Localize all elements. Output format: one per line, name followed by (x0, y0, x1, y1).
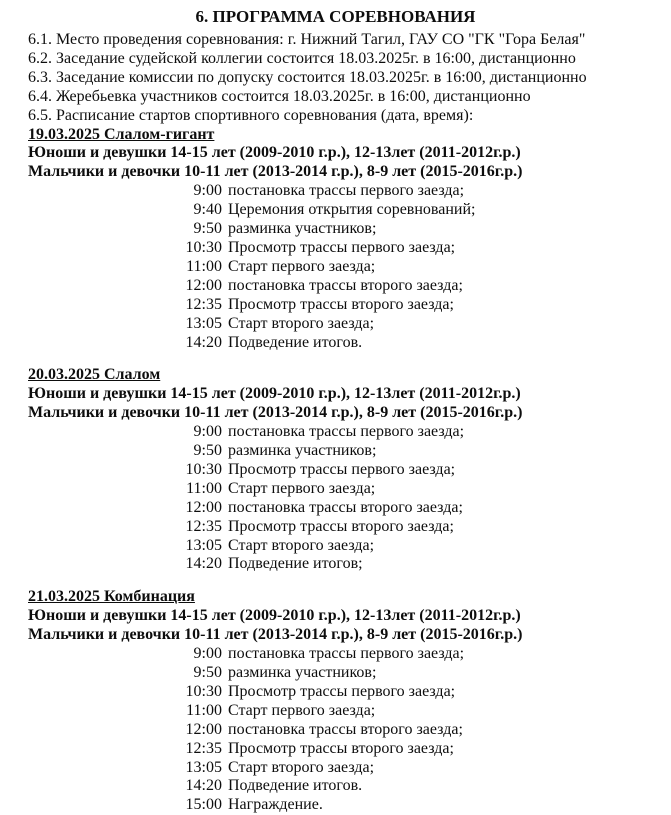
schedule-event: постановка трассы второго заезда; (228, 498, 463, 516)
schedule-event: Подведение итогов. (228, 777, 363, 795)
schedule-row (180, 220, 655, 239)
schedule-event: постановка трассы первого заезда; (228, 182, 465, 200)
section-heading: 20.03.2025 Слалом (28, 366, 161, 384)
schedule-time: 10:30 (185, 682, 222, 700)
schedule-row (180, 777, 655, 796)
schedule-time: 9:00 (193, 423, 222, 441)
schedule-time: 9:50 (193, 664, 222, 681)
schedule-time: 12:00 (185, 498, 222, 516)
schedule-event: Просмотр трассы первого заезда; (228, 682, 456, 700)
intro-line: 6.4. Жеребьевка участников состоится 18.03.2025г. в 16:00, дистанционно (28, 87, 531, 105)
schedule-row (180, 796, 655, 815)
schedule-event: Церемония открытия соревнований; (228, 201, 476, 219)
schedule-row (180, 182, 655, 201)
schedule-event: постановка трассы первого заезда; (228, 423, 465, 441)
schedule-row (180, 664, 655, 683)
schedule-event: Старт второго заезда; (228, 536, 375, 554)
competition-day-section (28, 588, 655, 815)
sections-container (28, 126, 655, 815)
age-groups (28, 144, 655, 182)
schedule-event: Старт первого заезда; (228, 257, 376, 275)
age-group-line: Юноши и девушки 14-15 лет (2009-2010 г.р.), 12-13лет (2011-2012г.р.) (28, 144, 521, 162)
section-heading: 21.03.2025 Комбинация (28, 588, 195, 606)
schedule-time: 14:20 (185, 555, 222, 573)
schedule-row (180, 277, 655, 296)
schedule-row (180, 683, 655, 702)
schedule-event: Подведение итогов. (228, 333, 363, 351)
schedule-time: 9:40 (193, 201, 222, 219)
age-groups (28, 385, 655, 423)
schedule-event: Старт первого заезда; (228, 479, 376, 497)
schedule-event: Просмотр трассы первого заезда; (228, 460, 456, 478)
schedule-event: Старт второго заезда; (228, 314, 375, 332)
schedule-time: 11:00 (186, 701, 222, 719)
schedule-row (180, 296, 655, 315)
age-group-line: Юноши и девушки 14-15 лет (2009-2010 г.р.), 12-13лет (2011-2012г.р.) (28, 385, 521, 403)
intro-line: 6.5. Расписание стартов спортивного соревнования (дата, время): (28, 106, 474, 124)
schedule-time: 9:00 (193, 182, 222, 200)
schedule-event: Просмотр трассы второго заезда; (228, 739, 454, 757)
schedule-row (180, 645, 655, 664)
age-group-line: Мальчики и девочки 10-11 лет (2013-2014 г.р.), 8-9 лет (2015-2016г.р.) (28, 163, 523, 181)
intro-list (28, 31, 655, 126)
competition-day-section (28, 366, 655, 574)
schedule-time: 12:35 (185, 517, 222, 535)
schedule-event: Просмотр трассы второго заезда; (228, 295, 454, 313)
age-group-line: Мальчики и девочки 10-11 лет (2013-2014 г.р.), 8-9 лет (2015-2016г.р.) (28, 626, 523, 644)
schedule-event: постановка трассы первого заезда; (228, 645, 465, 663)
schedule-row (180, 480, 655, 499)
schedule-time: 14:20 (185, 333, 222, 351)
schedule-time: 12:00 (185, 720, 222, 738)
schedule-row (180, 442, 655, 461)
schedule-event: Подведение итогов; (228, 555, 363, 573)
schedule-event: Награждение. (228, 796, 323, 814)
schedule-row (180, 334, 655, 353)
schedule-time: 13:05 (185, 314, 222, 332)
schedule-list (28, 645, 655, 815)
page-title: 6. ПРОГРАММА СОРЕВНОВАНИЯ (195, 7, 476, 26)
schedule-event: разминка участников; (228, 220, 377, 238)
intro-line: 6.1. Место проведения соревнования: г. Нижний Тагил, ГАУ СО "ГК "Гора Белая" (28, 31, 586, 48)
schedule-time: 9:50 (193, 220, 222, 238)
schedule-event: Просмотр трассы первого заезда; (228, 238, 456, 256)
age-groups (28, 607, 655, 645)
schedule-time: 12:00 (185, 276, 222, 294)
schedule-list (28, 182, 655, 352)
schedule-time: 14:20 (185, 777, 222, 795)
schedule-row (180, 499, 655, 518)
schedule-time: 12:35 (185, 295, 222, 313)
schedule-row (180, 315, 655, 334)
schedule-time: 13:05 (185, 536, 222, 554)
schedule-time: 10:30 (185, 238, 222, 256)
age-group-line: Мальчики и девочки 10-11 лет (2013-2014 г.р.), 8-9 лет (2015-2016г.р.) (28, 404, 523, 422)
schedule-row (180, 201, 655, 220)
schedule-row (180, 537, 655, 556)
schedule-row (180, 555, 655, 574)
schedule-row (180, 258, 655, 277)
schedule-time: 12:35 (185, 739, 222, 757)
schedule-row (180, 759, 655, 778)
schedule-row (180, 461, 655, 480)
schedule-event: разминка участников; (228, 664, 377, 681)
schedule-event: постановка трассы второго заезда; (228, 276, 463, 294)
schedule-time: 15:00 (185, 796, 222, 814)
schedule-list (28, 423, 655, 574)
schedule-time: 10:30 (185, 460, 222, 478)
schedule-row (180, 702, 655, 721)
schedule-row (180, 518, 655, 537)
section-heading: 19.03.2025 Слалом-гигант (28, 125, 215, 143)
schedule-row (180, 721, 655, 740)
intro-line: 6.3. Заседание комиссии по допуску состоится 18.03.2025г. в 16:00, дистанционно (28, 68, 587, 86)
schedule-event: Старт второго заезда; (228, 758, 375, 776)
schedule-time: 9:00 (193, 645, 222, 663)
schedule-row (180, 740, 655, 759)
schedule-time: 13:05 (185, 758, 222, 776)
schedule-event: Просмотр трассы второго заезда; (228, 517, 454, 535)
schedule-event: Старт первого заезда; (228, 701, 376, 719)
schedule-event: разминка участников; (228, 442, 377, 460)
schedule-event: постановка трассы второго заезда; (228, 720, 463, 738)
intro-line: 6.2. Заседание судейской коллегии состоится 18.03.2025г. в 16:00, дистанционно (28, 49, 576, 67)
schedule-row (180, 423, 655, 442)
age-group-line: Юноши и девушки 14-15 лет (2009-2010 г.р.), 12-13лет (2011-2012г.р.) (28, 607, 521, 625)
schedule-row (180, 239, 655, 258)
schedule-time: 9:50 (193, 442, 222, 460)
competition-day-section (28, 126, 655, 353)
schedule-time: 11:00 (186, 479, 222, 497)
schedule-time: 11:00 (186, 257, 222, 275)
